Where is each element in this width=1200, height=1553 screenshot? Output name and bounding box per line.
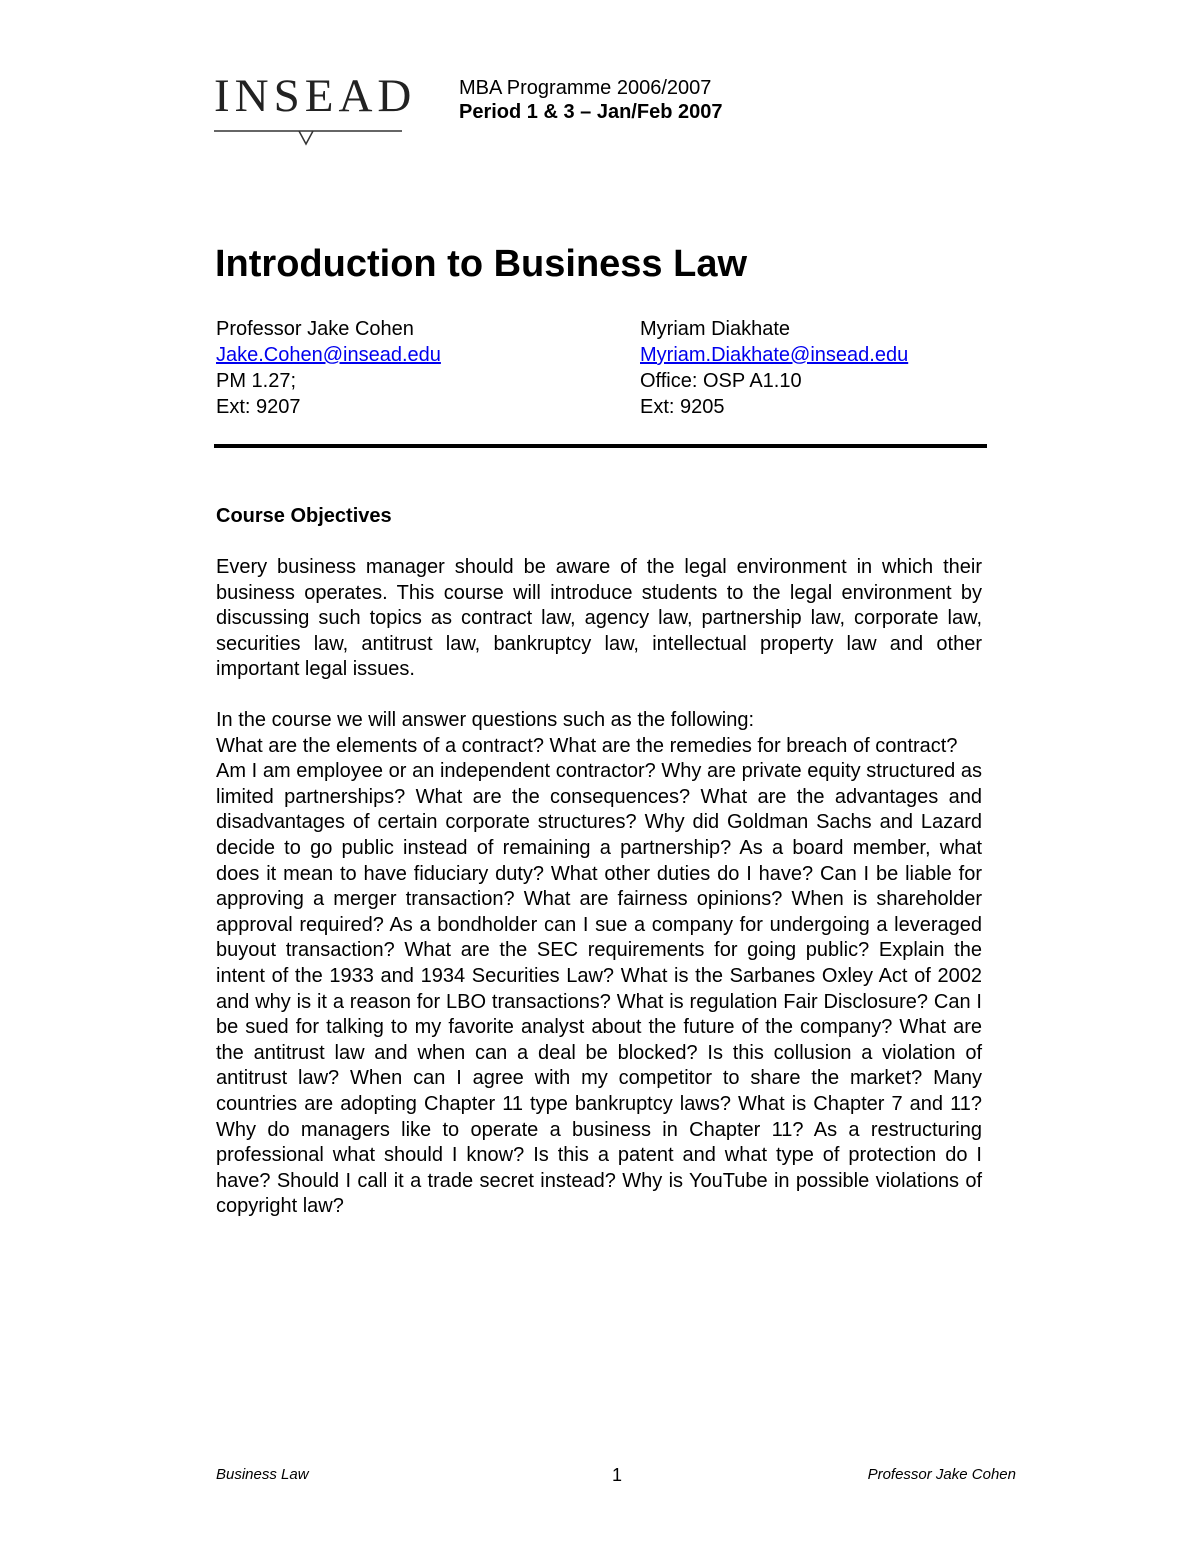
contact-name: Professor Jake Cohen <box>216 318 414 340</box>
footer-course: Business Law <box>216 1466 309 1483</box>
contact-office: Office: OSP A1.10 <box>640 370 802 392</box>
contact-ext: Ext: 9207 <box>216 396 301 418</box>
section-divider <box>214 444 987 448</box>
footer-page-number: 1 <box>612 1465 623 1485</box>
contact-name: Myriam Diakhate <box>640 318 791 340</box>
contact-office: PM 1.27; <box>216 370 297 392</box>
programme-label: MBA Programme 2006/2007 <box>459 77 712 99</box>
questions-intro: In the course we will answer questions such as the following: <box>216 709 755 731</box>
questions-block <box>216 708 982 1220</box>
contact-ext: Ext: 9205 <box>640 396 725 418</box>
header-meta <box>459 76 722 124</box>
contact-email-link[interactable]: Jake.Cohen@insead.edu <box>216 344 441 366</box>
insead-logo <box>214 68 417 148</box>
objectives-paragraph: Every business manager should be aware of the legal environment in which their business operates. This course will introduce students to the legal environment by discussing such topics as contract law, agency law, partnership law, corporate law, securities law, antitrust law, bankruptcy law, intellectual property law and other important legal issues. <box>216 556 982 681</box>
footer-author: Professor Jake Cohen <box>867 1466 1016 1483</box>
page-title: Introduction to Business Law <box>215 243 748 285</box>
contact-email-link[interactable]: Myriam.Diakhate@insead.edu <box>640 344 909 366</box>
section-heading: Course Objectives <box>216 505 392 527</box>
questions-contract: What are the elements of a contract? What are the remedies for breach of contract? <box>216 734 958 757</box>
logo-underline-chevron-icon <box>214 128 402 148</box>
logo-text: INSEAD <box>214 70 417 122</box>
contact-professor <box>216 316 441 420</box>
contact-assistant <box>640 316 908 420</box>
questions-list: Am I am employee or an independent contractor? Why are private equity structured as limited partnerships? What are the consequences? What are the advantages and disadvantages of certain corporate structures? Why did Goldman Sachs and Lazard decide to go public instead of remaining a partnership? As a board member, what does it mean to have fiduciary duty? What other duties do I have? Can I be liable for approving a merger transaction? What are fairness opinions? When is shareholder approval required? As a bondholder can I sue a company for undergoing a leveraged buyout transaction? What are the SEC requirements for going public? Explain the intent of the 1933 and 1934 Securities Law? What is the Sarbanes Oxley Act of 2002 and why is it a reason for LBO transactions? What is regulation Fair Disclosure? Can I be sued for talking to my favorite analyst about the future of the company? What are the antitrust law and when can a deal be blocked? Is this collusion a violation of antitrust law? When can I agree with my competitor to share the market? Many countries are adopting Chapter 11 type bankruptcy laws? What is Chapter 7 and 11? Why do managers like to operate a business in Chapter 11? As a restructuring professional what should I know? Is this a patent and what type of protection do I have? Should I call it a trade secret instead? Why is YouTube in possible violations of copyright law? <box>216 760 982 1218</box>
period-label: Period 1 & 3 – Jan/Feb 2007 <box>459 101 723 123</box>
